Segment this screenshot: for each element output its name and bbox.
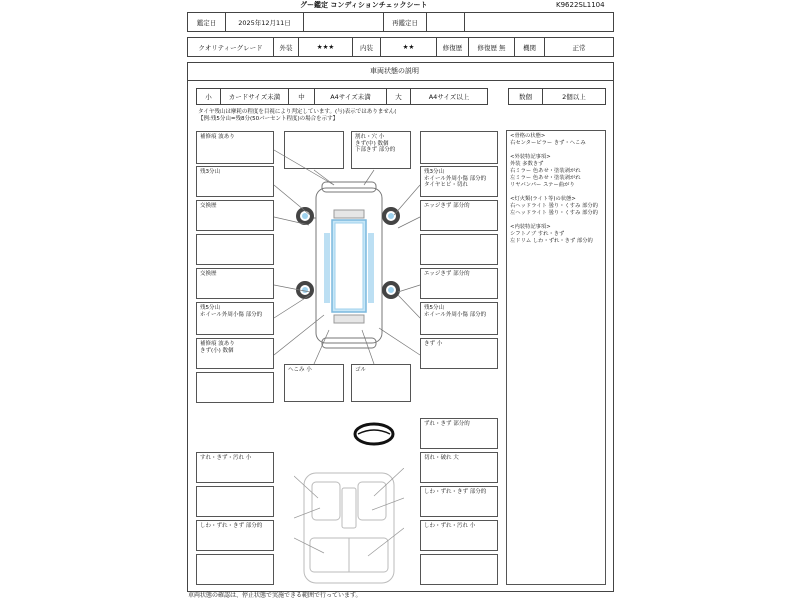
left-box-5-text: 交換歴 bbox=[200, 271, 217, 277]
legend-medium: 中 bbox=[289, 89, 315, 104]
right-box-10-text: しわ・ずれ・汚れ 小 bbox=[424, 523, 476, 529]
right-box-8-text: 切れ・破れ 大 bbox=[424, 455, 459, 461]
count-label: 数個 bbox=[509, 89, 543, 104]
footer-note: 車両状態の確認は、停止状態で実施できる範囲で行っています。 bbox=[188, 592, 362, 599]
legend-row bbox=[196, 88, 488, 105]
leader-lines bbox=[274, 140, 514, 400]
left-box-8 bbox=[196, 372, 274, 403]
section-title: 車両状態の説明 bbox=[370, 67, 419, 75]
bottom-box-1-text: へこみ 小 bbox=[288, 367, 312, 373]
sheet-id: K9622SL1104 bbox=[556, 1, 605, 9]
right-box-7-text: ずれ・きず 部分的 bbox=[424, 421, 470, 427]
right-box-11-text bbox=[421, 555, 497, 557]
top-box-2-text: 割れ・穴 小 きず(中) 数個 下部きず 部分的 bbox=[355, 134, 396, 153]
left-box-10-text bbox=[197, 487, 273, 489]
top-box-1-text bbox=[285, 132, 343, 134]
side-panel bbox=[506, 130, 606, 585]
left-box-7 bbox=[196, 338, 274, 369]
right-box-6-text: きず 小 bbox=[424, 341, 443, 347]
side-panel-text: <骨格の状態> 右センターピラー きず・へこみ <外装特記事項> 外装 多数きず 右ミラー 色あせ・塗装剥がれ 左ミラー 色あせ・塗装剥がれ リヤバンパー ステー曲がり <灯火類(ライト等)の状態> 右ヘッドライト 曇り・くすみ 部分的 左ヘッドライト 曇り・くすみ 部分的 <内装特記事項> シフトノブ すれ・きず 左ドリム しわ・ずれ・きず 部分的 bbox=[510, 133, 598, 244]
left-box-11-text: しわ・ずれ・きず 部分的 bbox=[200, 523, 263, 529]
bottom-box-2-text: ゴル bbox=[355, 367, 367, 373]
right-box-9 bbox=[420, 486, 498, 517]
reappraisal-value bbox=[427, 13, 465, 31]
odometer-value: 正常 bbox=[572, 43, 586, 52]
quality-row bbox=[187, 37, 614, 57]
interior-value: ★★ bbox=[381, 38, 437, 56]
legend-small-desc: カードサイズ未満 bbox=[221, 89, 289, 104]
right-box-4-text: エッジきず 部分的 bbox=[424, 271, 470, 277]
left-box-1 bbox=[196, 131, 274, 164]
right-box-11 bbox=[420, 554, 498, 585]
count-value: 2個以上 bbox=[562, 93, 586, 101]
top-box-3-text bbox=[421, 132, 497, 134]
notice-line-1: タイヤ残山は摩耗の程度を目視により判定しています。(与)表示ではありません( bbox=[198, 109, 397, 115]
right-box-5-text: 残5分山 ホイール外周小傷 部分的 bbox=[424, 305, 487, 318]
notice-line-2: 【例:残5分山=残8分(50パーセント程度)の場合を示す】 bbox=[198, 116, 339, 122]
info-blank bbox=[465, 13, 613, 31]
date-label: 鑑定日 bbox=[188, 13, 226, 31]
left-box-8-text bbox=[197, 373, 273, 375]
right-box-9-text: しわ・ずれ・きず 部分的 bbox=[424, 489, 487, 495]
sheet-title: グー鑑定 コンディションチェックシート bbox=[300, 1, 428, 9]
left-box-12-text bbox=[197, 555, 273, 557]
odometer-label: 機関 bbox=[515, 38, 545, 56]
left-box-6-text: 残5分山 ホイール外周小傷 部分的 bbox=[200, 305, 263, 318]
date-value: 2025年12月11日 bbox=[226, 13, 304, 31]
right-box-7 bbox=[420, 418, 498, 449]
left-box-3 bbox=[196, 200, 274, 231]
right-box-1-text: 残3分山 ホイール外周小傷 部分的 タイヤヒビ・切れ bbox=[424, 169, 487, 188]
exterior-value: ★★★ bbox=[299, 38, 353, 56]
left-box-2-text: 残3分山 bbox=[200, 169, 220, 175]
steering-wheel-icon bbox=[352, 420, 396, 448]
legend-small: 小 bbox=[197, 89, 221, 104]
left-box-2 bbox=[196, 166, 274, 197]
repair-value: 修復歴 無 bbox=[469, 38, 515, 56]
left-box-5 bbox=[196, 268, 274, 299]
left-box-11 bbox=[196, 520, 274, 551]
interior-label: 内装 bbox=[353, 38, 381, 56]
car-interior-diagram bbox=[294, 468, 404, 588]
left-box-7-text: 補修痕 波あり きず(小) 数個 bbox=[200, 341, 235, 354]
date-blank bbox=[304, 13, 384, 31]
grade-label: クオリティーグレード bbox=[188, 38, 274, 56]
left-box-10 bbox=[196, 486, 274, 517]
legend-large: 大 bbox=[387, 89, 411, 104]
legend-large-desc: A4サイズ以上 bbox=[428, 93, 470, 101]
right-box-2-text: エッジきず 部分的 bbox=[424, 203, 470, 209]
right-box-8 bbox=[420, 452, 498, 483]
left-box-1-text: 補修痕 波あり bbox=[200, 134, 235, 140]
count-row bbox=[508, 88, 606, 105]
left-box-3-text: 交換歴 bbox=[200, 203, 217, 209]
left-box-9 bbox=[196, 452, 274, 483]
left-box-6 bbox=[196, 302, 274, 335]
left-box-4-text bbox=[197, 235, 273, 237]
exterior-label: 外装 bbox=[274, 38, 299, 56]
section-title-divider bbox=[187, 80, 614, 81]
repair-label: 修復歴 bbox=[437, 38, 469, 56]
reappraisal-label: 再鑑定日 bbox=[384, 13, 427, 31]
right-box-10 bbox=[420, 520, 498, 551]
left-box-12 bbox=[196, 554, 274, 585]
left-box-9-text: すれ・きず・汚れ 小 bbox=[200, 455, 252, 461]
legend-medium-desc: A4サイズ未満 bbox=[315, 89, 387, 104]
left-box-4 bbox=[196, 234, 274, 265]
info-row bbox=[187, 12, 614, 32]
